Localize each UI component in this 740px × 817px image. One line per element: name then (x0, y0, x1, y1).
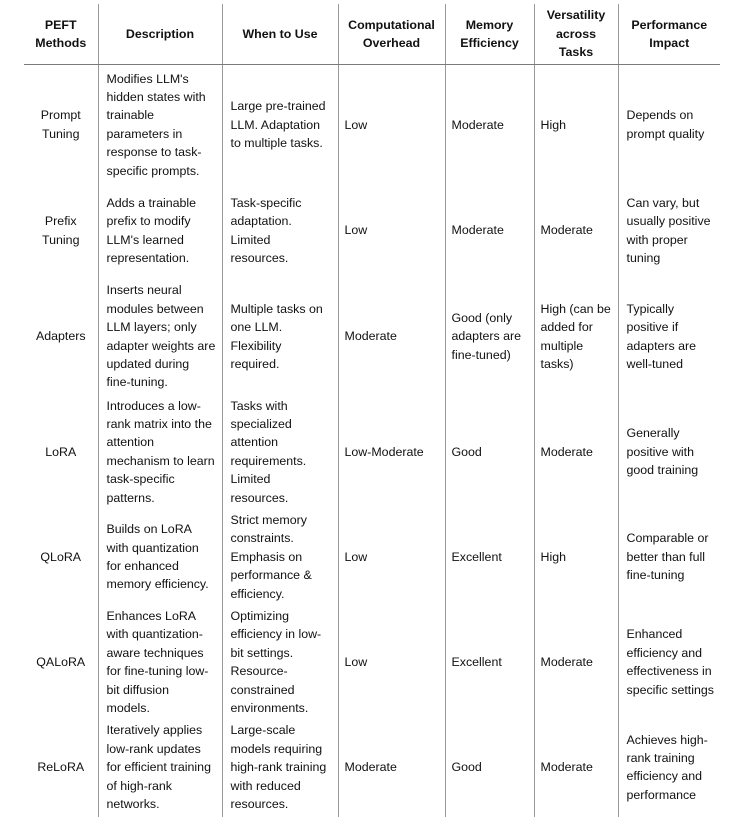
versatility-cell: Moderate (534, 185, 618, 277)
memory-efficiency-cell: Good (only adapters are fine-tuned) (445, 277, 534, 397)
versatility-cell: High (can be added for multiple tasks) (534, 277, 618, 397)
description-cell: Inserts neural modules between LLM layers; only adapter weights are updated during fine-tuning. (98, 277, 222, 397)
table-body (24, 65, 720, 817)
header-memory-efficiency: Memory Efficiency (445, 4, 534, 65)
when-to-use-cell: Large-scale models requiring high-rank training with reduced resources. (222, 717, 338, 817)
method-name: Adapters (24, 277, 98, 397)
memory-efficiency-cell: Good (445, 397, 534, 507)
memory-efficiency-cell: Moderate (445, 65, 534, 185)
method-name: Prefix Tuning (24, 185, 98, 277)
table-header (24, 4, 720, 65)
table-row (24, 277, 720, 397)
method-name: QALoRA (24, 607, 98, 717)
when-to-use-cell: Strict memory constraints. Emphasis on performance & efficiency. (222, 507, 338, 607)
method-name: QLoRA (24, 507, 98, 607)
versatility-cell: High (534, 507, 618, 607)
versatility-cell: Moderate (534, 607, 618, 717)
description-cell: Iteratively applies low-rank updates for efficient training of high-rank networks. (98, 717, 222, 817)
when-to-use-cell: Task-specific adaptation. Limited resources. (222, 185, 338, 277)
header-computational-overhead: Computational Overhead (338, 4, 445, 65)
table-row (24, 397, 720, 507)
header-description: Description (98, 4, 222, 65)
computational-overhead-cell: Moderate (338, 717, 445, 817)
description-cell: Introduces a low-rank matrix into the attention mechanism to learn task-specific patterns. (98, 397, 222, 507)
computational-overhead-cell: Moderate (338, 277, 445, 397)
when-to-use-cell: Tasks with specialized attention requirements. Limited resources. (222, 397, 338, 507)
description-cell: Modifies LLM's hidden states with trainable parameters in response to task-specific prompts. (98, 65, 222, 185)
computational-overhead-cell: Low (338, 185, 445, 277)
when-to-use-cell: Optimizing efficiency in low-bit settings. Resource-constrained environments. (222, 607, 338, 717)
description-cell: Adds a trainable prefix to modify LLM's learned representation. (98, 185, 222, 277)
performance-impact-cell: Can vary, but usually positive with proper tuning (618, 185, 720, 277)
memory-efficiency-cell: Excellent (445, 507, 534, 607)
method-name: Prompt Tuning (24, 65, 98, 185)
table-row (24, 65, 720, 185)
versatility-cell: Moderate (534, 717, 618, 817)
computational-overhead-cell: Low (338, 607, 445, 717)
memory-efficiency-cell: Excellent (445, 607, 534, 717)
header-when-to-use: When to Use (222, 4, 338, 65)
performance-impact-cell: Generally positive with good training (618, 397, 720, 507)
header-peft-methods: PEFT Methods (24, 4, 98, 65)
computational-overhead-cell: Low (338, 507, 445, 607)
performance-impact-cell: Enhanced efficiency and effectiveness in specific settings (618, 607, 720, 717)
performance-impact-cell: Comparable or better than full fine-tuning (618, 507, 720, 607)
performance-impact-cell: Typically positive if adapters are well-tuned (618, 277, 720, 397)
computational-overhead-cell: Low (338, 65, 445, 185)
method-name: ReLoRA (24, 717, 98, 817)
method-name: LoRA (24, 397, 98, 507)
table-row (24, 607, 720, 717)
table-row (24, 717, 720, 817)
table-row (24, 185, 720, 277)
memory-efficiency-cell: Good (445, 717, 534, 817)
header-row (24, 4, 720, 65)
performance-impact-cell: Achieves high-rank training efficiency and performance (618, 717, 720, 817)
when-to-use-cell: Large pre-trained LLM. Adaptation to multiple tasks. (222, 65, 338, 185)
when-to-use-cell: Multiple tasks on one LLM. Flexibility required. (222, 277, 338, 397)
memory-efficiency-cell: Moderate (445, 185, 534, 277)
versatility-cell: High (534, 65, 618, 185)
table-row (24, 507, 720, 607)
versatility-cell: Moderate (534, 397, 618, 507)
peft-methods-table (24, 4, 720, 817)
computational-overhead-cell: Low-Moderate (338, 397, 445, 507)
header-performance-impact: Performance Impact (618, 4, 720, 65)
description-cell: Enhances LoRA with quantization-aware techniques for fine-tuning low-bit diffusion models. (98, 607, 222, 717)
description-cell: Builds on LoRA with quantization for enhanced memory efficiency. (98, 507, 222, 607)
performance-impact-cell: Depends on prompt quality (618, 65, 720, 185)
header-versatility: Versatility across Tasks (534, 4, 618, 65)
